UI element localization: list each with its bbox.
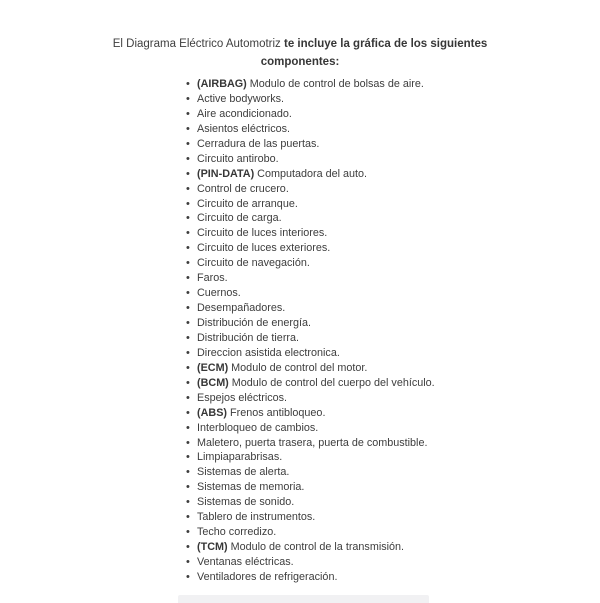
- list-item-text: [197, 421, 318, 436]
- list-item: [186, 540, 435, 555]
- list-item-label: Desempañadores.: [197, 302, 286, 315]
- list-item-bold-prefix: (AIRBAG): [197, 78, 247, 90]
- bullet-icon: •: [186, 302, 190, 315]
- list-item-label: Distribución de energía.: [197, 317, 312, 329]
- list-item-label: Circuito de navegación.: [197, 257, 310, 270]
- list-item-label: Direccion asistida electronica.: [197, 346, 340, 359]
- bullet-icon: •: [186, 391, 190, 404]
- bullet-icon: •: [186, 331, 190, 344]
- list-item: [186, 167, 435, 182]
- bullet-icon: •: [186, 406, 190, 419]
- list-item-text: [197, 226, 327, 241]
- bullet-icon: •: [186, 92, 190, 105]
- list-item: [186, 152, 435, 167]
- list-item-text: [197, 122, 290, 137]
- list-item-text: [197, 256, 310, 271]
- list-item-label: Sistemas de sonido.: [197, 496, 295, 509]
- bullet-icon: •: [186, 556, 190, 568]
- bottom-partial-card: [178, 595, 429, 603]
- list-item-label: Circuito de luces interiores.: [197, 227, 328, 240]
- bullet-icon: •: [186, 272, 190, 285]
- list-item-label: Circuito de carga.: [197, 212, 282, 225]
- list-item-text: [197, 286, 241, 301]
- bullet-icon: •: [186, 212, 190, 225]
- list-item-text: [197, 555, 294, 570]
- list-item: [186, 495, 435, 510]
- bullet-icon: •: [186, 227, 190, 240]
- bullet-icon: •: [186, 78, 190, 90]
- bullet-icon: •: [186, 570, 190, 583]
- list-item: [186, 376, 435, 391]
- list-item-text: [197, 211, 282, 226]
- list-item-label: Aire acondicionado.: [197, 107, 292, 120]
- title-regular-text: El Diagrama Eléctrico Automotriz: [112, 38, 285, 50]
- list-item: [186, 77, 435, 92]
- list-item: [186, 331, 435, 346]
- list-item-text: [197, 510, 315, 525]
- list-item: [186, 480, 435, 495]
- list-item: [186, 256, 435, 271]
- list-item: [186, 197, 435, 212]
- list-item-label: Cuernos.: [197, 287, 241, 300]
- list-item-text: [197, 167, 367, 182]
- bullet-icon: •: [186, 287, 190, 300]
- list-item-label: Computadora del auto.: [254, 167, 368, 180]
- bullet-icon: •: [186, 481, 190, 494]
- list-item: [186, 570, 435, 585]
- list-item: [186, 92, 435, 107]
- list-item-text: [197, 436, 427, 451]
- list-item: [186, 226, 435, 241]
- list-item-text: [197, 316, 311, 331]
- bullet-icon: •: [186, 346, 190, 359]
- list-item: [186, 182, 435, 197]
- list-item: [186, 450, 435, 465]
- bullet-icon: •: [186, 496, 190, 509]
- list-item: [186, 107, 435, 122]
- bullet-icon: •: [186, 137, 190, 150]
- list-item-text: [197, 540, 404, 555]
- list-item-text: [197, 450, 282, 465]
- list-item-bold-prefix: (TCM): [197, 541, 228, 554]
- list-item: [186, 211, 435, 226]
- list-item: [186, 421, 435, 436]
- list-item-text: [197, 301, 285, 316]
- list-item-text: [197, 271, 228, 286]
- list-item-label: Modulo de control de la transmisión.: [227, 541, 405, 554]
- list-item-label: Interbloqueo de cambios.: [197, 421, 319, 434]
- list-item-bold-prefix: (ABS): [197, 406, 227, 419]
- list-item-label: Modulo de control del motor.: [228, 361, 368, 374]
- list-item: [186, 510, 435, 525]
- list-item-text: [197, 391, 287, 406]
- list-item: [186, 137, 435, 152]
- list-item: [186, 316, 435, 331]
- list-item-text: [197, 152, 279, 167]
- list-item-text: [197, 137, 319, 152]
- list-item: [186, 286, 435, 301]
- list-item-label: Techo corredizo.: [197, 526, 277, 539]
- list-item-text: [197, 92, 284, 107]
- list-item: [186, 346, 435, 361]
- bullet-icon: •: [186, 436, 190, 449]
- list-item-text: [197, 197, 298, 212]
- bullet-icon: •: [186, 541, 190, 554]
- bullet-icon: •: [186, 526, 190, 539]
- list-item-bold-prefix: (BCM): [197, 376, 229, 389]
- list-item-label: Modulo de control del cuerpo del vehículo.: [228, 376, 435, 389]
- list-item: [186, 391, 435, 406]
- list-item-text: [197, 361, 367, 376]
- list-item-label: Active bodyworks.: [197, 92, 285, 105]
- page-title-line1: [0, 36, 600, 54]
- list-item: [186, 465, 435, 480]
- list-item-text: [197, 376, 435, 391]
- list-item-text: [197, 346, 340, 361]
- list-item-text: [197, 406, 325, 421]
- bullet-icon: •: [186, 197, 190, 210]
- bullet-icon: •: [186, 257, 190, 270]
- list-item-label: Limpiaparabrisas.: [197, 451, 283, 464]
- list-item-label: Modulo de control de bolsas de aire.: [246, 78, 424, 90]
- list-item-text: [197, 241, 330, 256]
- bullet-icon: •: [186, 107, 190, 120]
- bullet-icon: •: [186, 242, 190, 255]
- component-list: [186, 77, 435, 585]
- list-item-label: Sistemas de alerta.: [197, 466, 290, 479]
- list-item-text: [197, 570, 337, 585]
- list-item: [186, 122, 435, 137]
- list-item-text: [197, 182, 289, 197]
- list-item-label: Asientos eléctricos.: [197, 122, 291, 135]
- list-item: [186, 361, 435, 376]
- list-item: [186, 436, 435, 451]
- title-bold-text: te incluye la gráfica de los siguientes: [284, 38, 488, 50]
- list-item-label: Frenos antibloqueo.: [227, 406, 326, 419]
- list-item: [186, 406, 435, 421]
- list-item-label: Circuito de arranque.: [197, 197, 298, 210]
- list-item-label: Cerradura de las puertas.: [197, 137, 320, 150]
- list-item-label: Ventanas eléctricas.: [197, 556, 294, 568]
- list-item: [186, 271, 435, 286]
- list-item-label: Control de crucero.: [197, 182, 289, 195]
- list-item-label: Circuito de luces exteriores.: [197, 242, 331, 255]
- list-item-text: [197, 525, 276, 540]
- bullet-icon: •: [186, 376, 190, 389]
- list-item-label: Sistemas de memoria.: [197, 481, 305, 494]
- bullet-icon: •: [186, 182, 190, 195]
- list-item-label: Maletero, puerta trasera, puerta de combustible.: [197, 436, 428, 449]
- list-item-label: Faros.: [197, 272, 228, 285]
- page-title-line2: [0, 54, 600, 72]
- list-item-text: [197, 465, 289, 480]
- list-item-text: [197, 331, 299, 346]
- bullet-icon: •: [186, 451, 190, 464]
- list-item-text: [197, 77, 424, 92]
- bullet-icon: •: [186, 167, 190, 180]
- list-item: [186, 241, 435, 256]
- list-item-label: Circuito antirobo.: [197, 152, 279, 165]
- title-bold-text2: componentes:: [260, 55, 340, 68]
- list-item-label: Tablero de instrumentos.: [197, 511, 316, 524]
- list-item-label: Ventiladores de refrigeración.: [197, 570, 338, 583]
- bullet-icon: •: [186, 511, 190, 524]
- bullet-icon: •: [186, 317, 190, 329]
- list-item: [186, 555, 435, 570]
- page-title: [0, 36, 600, 71]
- bullet-icon: •: [186, 421, 190, 434]
- bullet-icon: •: [186, 122, 190, 135]
- list-item-label: Distribución de tierra.: [197, 331, 300, 344]
- bullet-icon: •: [186, 361, 190, 374]
- list-item: [186, 301, 435, 316]
- list-item-text: [197, 480, 304, 495]
- list-item-bold-prefix: (ECM): [197, 361, 229, 374]
- list-item-bold-prefix: (PIN-DATA): [197, 167, 255, 180]
- bullet-icon: •: [186, 152, 190, 165]
- bullet-icon: •: [186, 466, 190, 479]
- list-item: [186, 525, 435, 540]
- list-item-text: [197, 107, 292, 122]
- list-item-text: [197, 495, 294, 510]
- list-item-label: Espejos eléctricos.: [197, 391, 288, 404]
